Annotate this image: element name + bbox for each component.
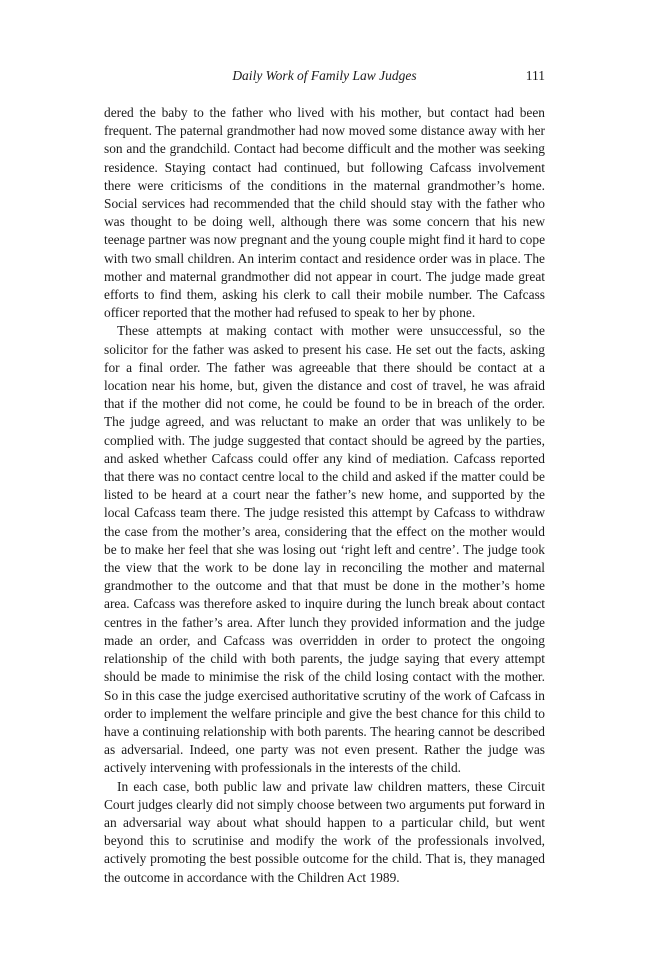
body-text [104,104,545,887]
paragraph-continued: dered the baby to the father who lived with his mother, but contact had been frequent. The paternal grandmother had now moved some distance away with her son and the grandchild. Contact had become difficult and the mother was seeking residence. Staying contact had continued, but following Cafcass involvement there were criticisms of the conditions in the maternal grandmother’s home. Social services had recommended that the child should stay with the father who was thought to be doing well, although there was some concern that his new teenage partner was now pregnant and the young couple might find it hard to cope with two small children. An interim contact and residence order was in place. The mother and maternal grandmother did not appear in court. The judge made great efforts to find them, asking his clerk to call their mobile number. The Cafcass officer reported that the mother had refused to speak to her by phone. [104,105,546,321]
page-number: 111 [525,68,545,83]
page-header [104,66,545,86]
paragraph: These attempts at making contact with mother were unsuccessful, so the solicitor for the father was asked to present his case. He set out the facts, asking for a final order. The father was agreeable that there should be contact at a location near his home, but, given the distance and cost of travel, he was afraid that if the mother did not come, he could be found to be in breach of the order. The judge agreed, and was reluctant to make an order that was unlikely to be complied with. The judge suggested that contact should be agreed by the parties, and asked whether Cafcass could offer any kind of mediation. Cafcass reported that there was no contact centre local to the child and asked if the matter could be listed to be heard at a court near the father’s new home, and supported by the local Cafcass team there. The judge resisted this attempt by Cafcass to withdraw the case from the mother’s area, considering that the effect on the mother would be to make her feel that she was losing out ‘right left and centre’. The judge took the view that the work to be done lay in reconciling the mother and maternal grandmother to the outcome and that that must be done in the mother’s home area. Cafcass was therefore asked to inquire during the lunch break about contact centres in the father’s area. After lunch they provided information and the judge made an order, and Cafcass was overridden in order to protect the ongoing relationship of the child with both parents, the judge saying that every attempt should be made to minimise the risk of the child losing contact with the mother. So in this case the judge exercised authoritative scrutiny of the work of Cafcass in order to implement the welfare principle and give the best chance for this child to have a continuing relationship with both parents. The hearing cannot be described as adversarial. Indeed, one party was not even present. Rather the judge was actively intervening with professionals in the interests of the child. [104,323,545,776]
running-head: Daily Work of Family Law Judges [232,68,417,83]
paragraph: In each case, both public law and private law children matters, these Circuit Court judges clearly did not simply choose between two arguments put forward in an adversarial way about what should happen to a particular child, but went beyond this to scrutinise and modify the work of the professionals involved, actively promoting the best possible outcome for the child. That is, they managed the outcome in accordance with the Children Act 1989. [104,778,545,885]
